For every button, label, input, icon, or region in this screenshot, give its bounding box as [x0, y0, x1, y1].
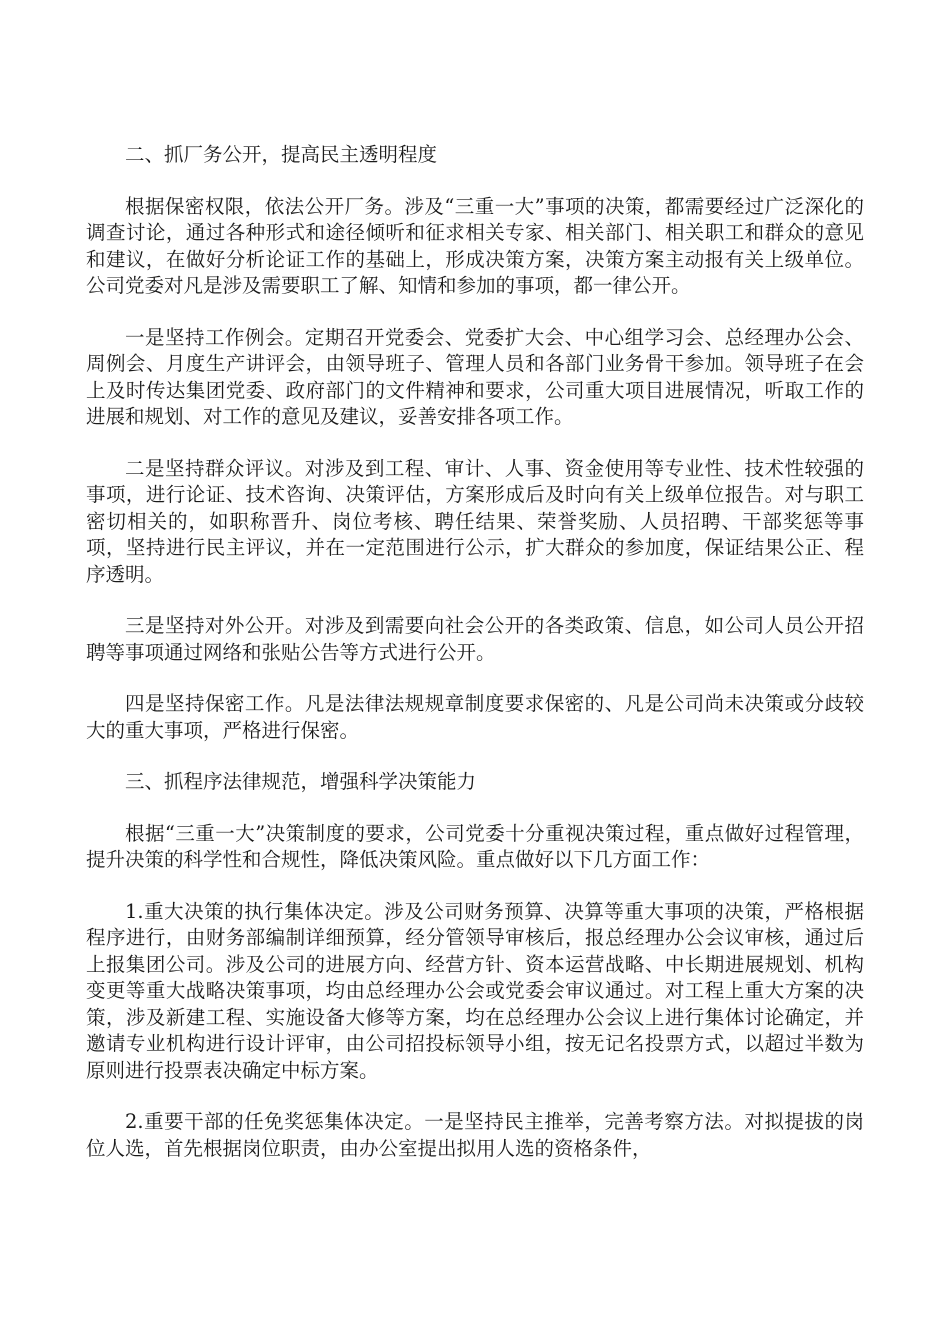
- section-heading-2: 二、抓厂务公开，提高民主透明程度: [125, 143, 438, 166]
- paragraph-confidentiality: 四是坚持保密工作。凡是法律法规规章制度要求保密的、凡是公司尚未决策或分歧较大的重大事项，严格进行保密。: [86, 692, 864, 742]
- section-heading-3: 三、抓程序法律规范，增强科学决策能力: [125, 770, 477, 793]
- paragraph-external-disclosure: 三是坚持对外公开。对涉及到需要向社会公开的各类政策、信息，如公司人员公开招聘等事项通过网络和张贴公告等方式进行公开。: [86, 614, 864, 664]
- document-body: [86, 142, 864, 1187]
- paragraph-disclosure-basis: 根据保密权限，依法公开厂务。涉及“三重一大”事项的决策，都需要经过广泛深化的调查讨论，通过各种形式和途径倾听和征求相关专家、相关部门、相关职工和群众的意见和建议，在做好分析论证工作的基础上，形成决策方案，决策方案主动报有关上级单位。公司党委对凡是涉及需要职工了解、知情和参加的事项，都一律公开。: [86, 194, 864, 297]
- paragraph-public-review: 二是坚持群众评议。对涉及到工程、审计、人事、资金使用等专业性、技术性较强的事项，进行论证、技术咨询、决策评估，方案形成后及时向有关上级单位报告。对与职工密切相关的，如职称晋升、岗位考核、聘任结果、荣誉奖励、人员招聘、干部奖惩等事项，坚持进行民主评议，并在一定范围进行公示，扩大群众的参加度，保证结果公正、程序透明。: [86, 456, 864, 586]
- paragraph-work-meetings: 一是坚持工作例会。定期召开党委会、党委扩大会、中心组学习会、总经理办公会、周例会、月度生产讲评会，由领导班子、管理人员和各部门业务骨干参加。领导班子在会上及时传达集团党委、政府部门的文件精神和要求，公司重大项目进展情况，听取工作的进展和规划、对工作的意见及建议，妥善安排各项工作。: [86, 325, 864, 428]
- paragraph-major-decisions: 1.重大决策的执行集体决定。涉及公司财务预算、决算等重大事项的决策，严格根据程序进行，由财务部编制详细预算，经分管领导审核后，报总经理办公会议审核，通过后上报集团公司。涉及公司的进展方向、经营方针、资本运营战略、中长期进展规划、机构变更等重大战略决策事项，均由总经理办公会或党委会审议通过。对工程上重大方案的决策，涉及新建工程、实施设备大修等方案，均在总经理办公会议上进行集体讨论确定，并邀请专业机构进行设计评审，由公司招投标领导小组，按无记名投票方式，以超过半数为原则进行投票表决确定中标方案。: [86, 899, 864, 1082]
- paragraph-decision-requirements: 根据“三重一大”决策制度的要求，公司党委十分重视决策过程，重点做好过程管理，提升决策的科学性和合规性，降低决策风险。重点做好以下几方面工作：: [86, 821, 864, 871]
- paragraph-cadre-appointments: 2.重要干部的任免奖惩集体决定。一是坚持民主推举，完善考察方法。对拟提拔的岗位人选，首先根据岗位职责，由办公室提出拟用人选的资格条件，: [86, 1110, 864, 1160]
